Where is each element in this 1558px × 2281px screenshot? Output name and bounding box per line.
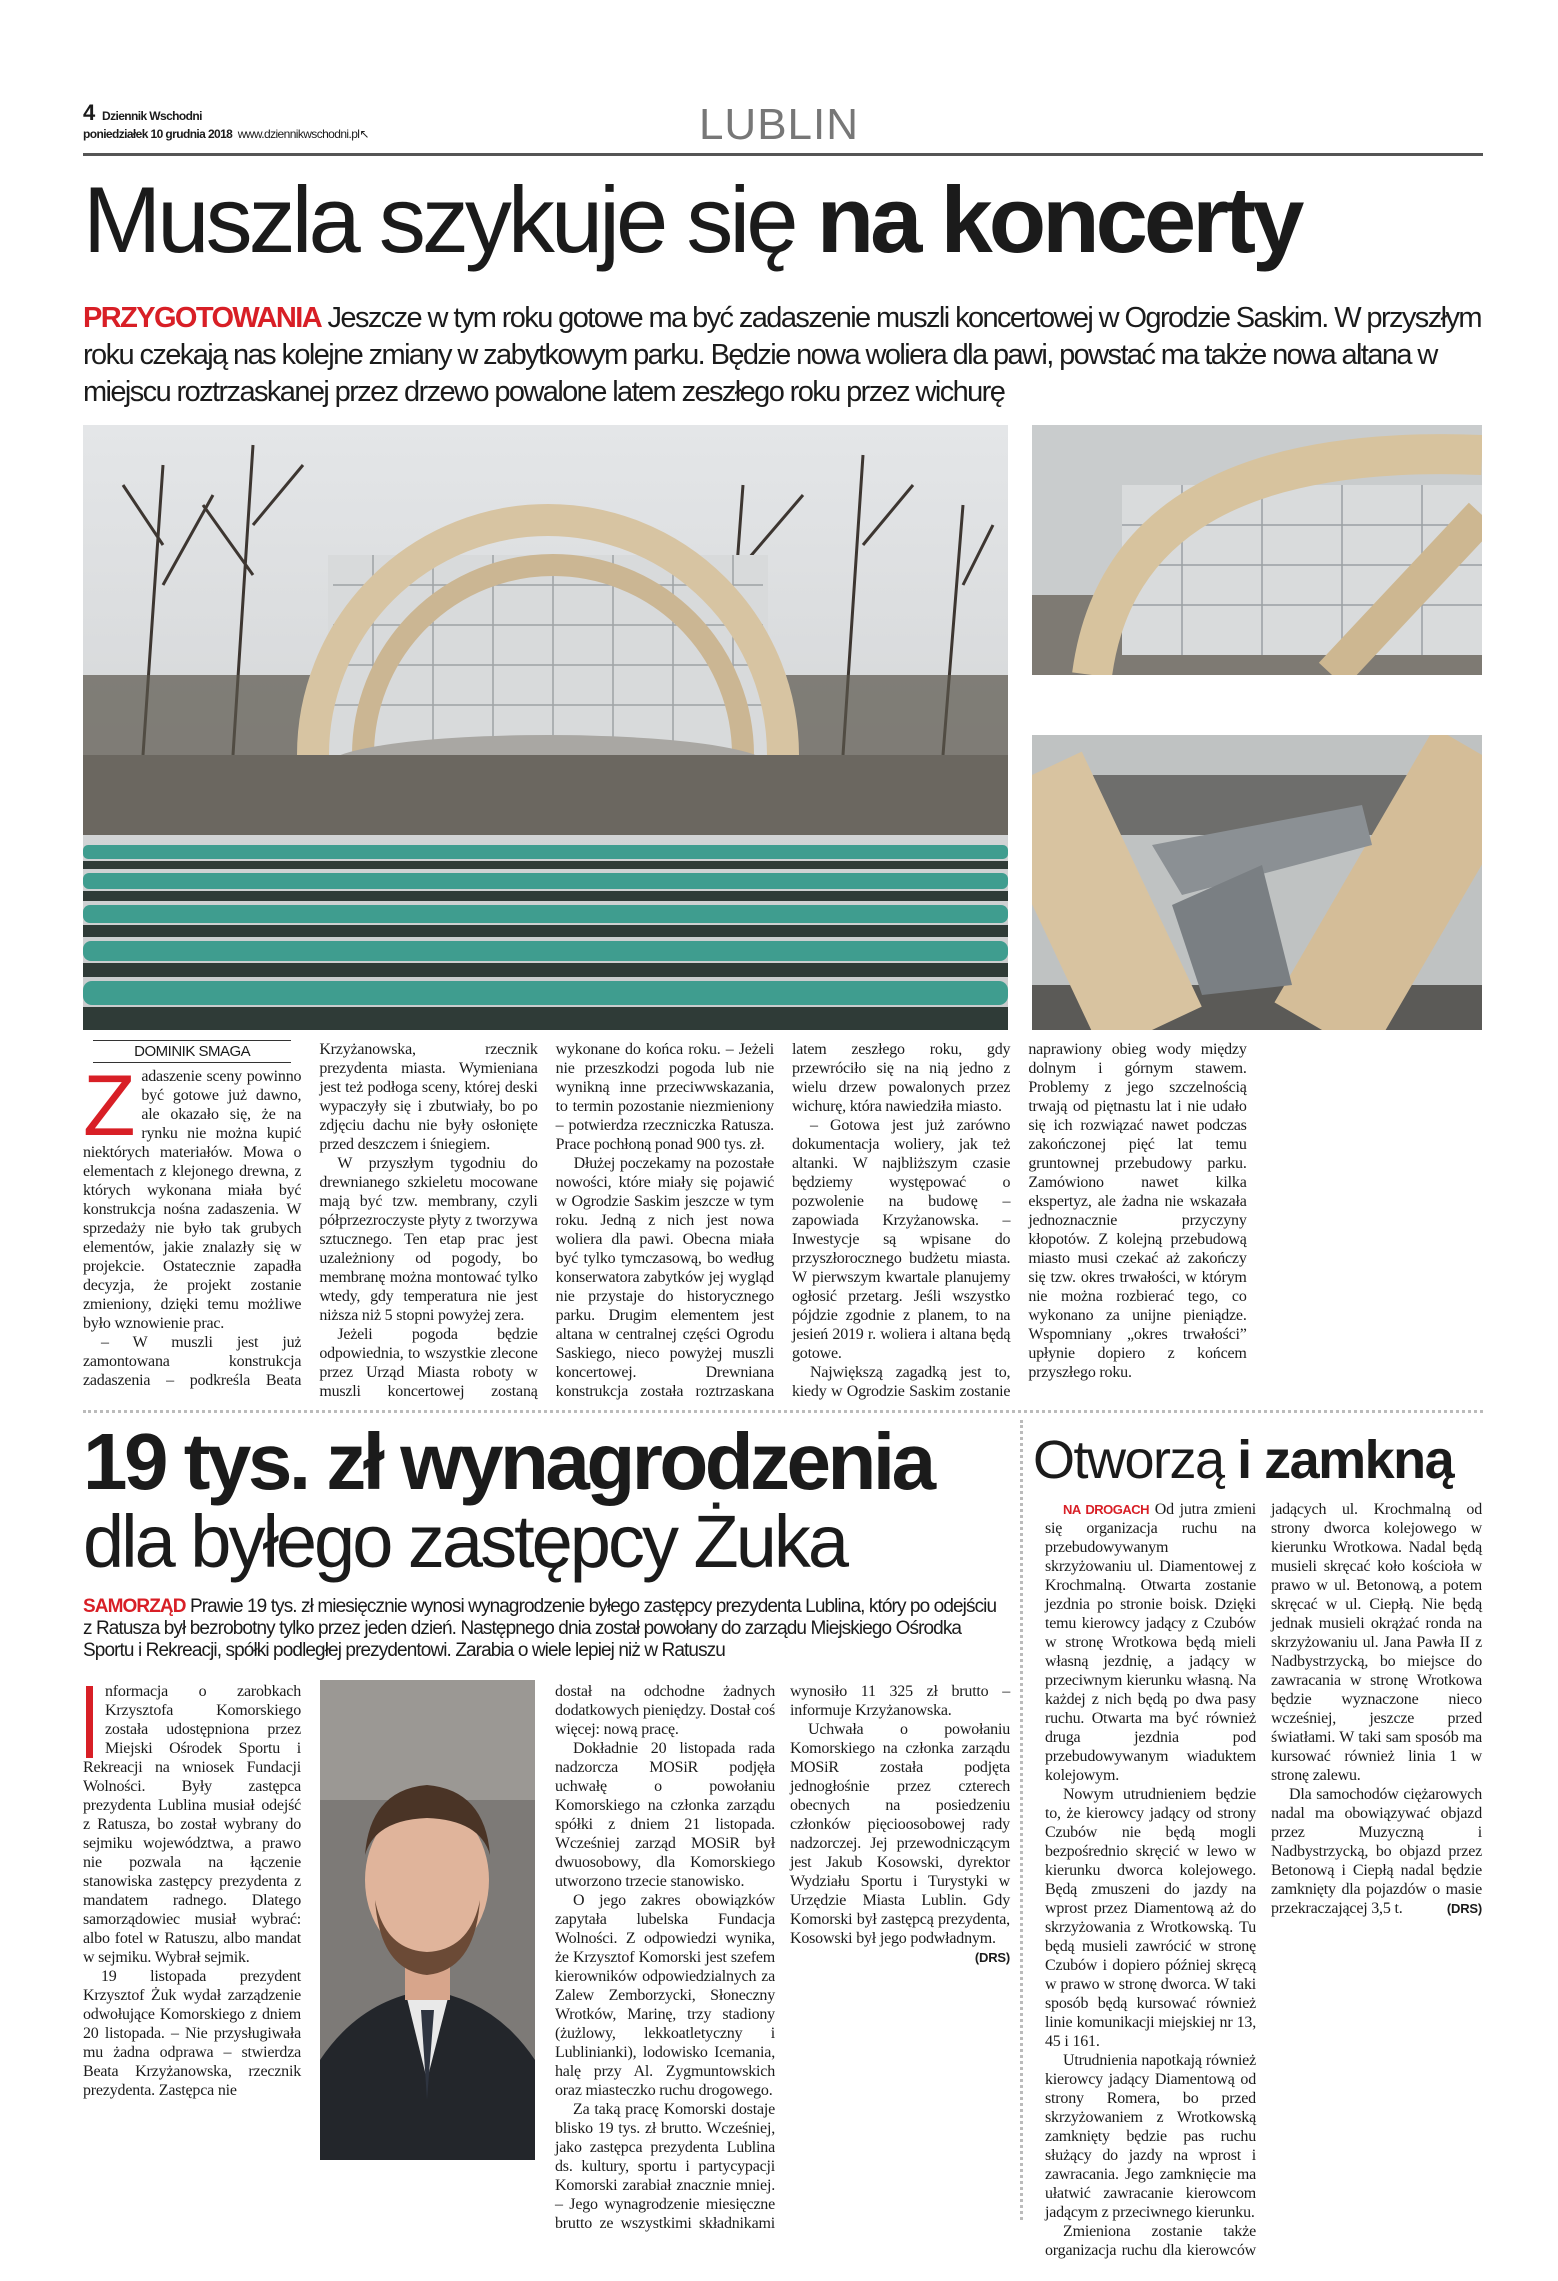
- article1-lead: [83, 300, 1483, 411]
- article2-paragraph: 19 listopada prezydent Krzysztof Żuk wydał zarządzenie odwołujące Komorskiego z dniem 20 listopada. – Nie przysługiwała mu żadna odprawa – stwierdza Beata Krzyżanowska, rzecznik prezydenta. Zastępca nie: [83, 1968, 301, 2099]
- cursor-icon: ↖: [359, 127, 369, 141]
- drop-cap: I: [86, 1686, 93, 1758]
- article1-paragraph: – W muszli jest już zamontowana konstrukcja zadaszenia – podkreśla Beata Krzyżanowska, rzecznik prezydenta miasta. Wymieniana jest też podłoga sceny, której deski wypaczyły się i zbutwiały, bo po zdjęciu dachu nie były osłonięte przed deszczem i śniegiem.: [83, 1041, 538, 1389]
- article2-paragraph: I nformacja o zarobkach Krzysztofa Komorskiego została udostępniona przez Miejski Ośrodek Sportu i Rekreacji na wniosek Fundacji Wolności. Były zastępca prezydenta Lublina musiał odejść z Ratusza, bo został wybrany do sejmiku województwa, a prawo nie pozwala na łączenie stanowiska zastępcy prezydenta z mandatem radnego. Dlatego samorządowiec musiał wybrać: albo fotel w Ratuszu, albo mandat w sejmiku. Wybrał sejmik.: [83, 1683, 301, 1966]
- article2-column1: [83, 1682, 301, 2222]
- article3-paragraph: Nowym utrudnieniem będzie to, że kierowcy jadący od strony Czubów nie będą mogli bezpośrednio skręcić w lewo w kierunku dworca kolejowego. Będą zmuszeni do jazdy na wprost przez Diamentową aż do skrzyżowania z Wrotkowską. Tu będą musieli zawrócić w stronę Czubów i dopiero później skręcą w prawo w stronę dworca. W taki sposób będą kursować również linie komunikacji miejskiej nr 13, 45 i 161.: [1045, 1786, 1256, 2050]
- byline: DOMINIK SMAGA: [93, 1040, 291, 1063]
- article1-paragraph: Dłużej poczekamy na pozostałe nowości, które miały się pojawić w Ogrodzie Saskim jeszcze w tym roku. Jedną z nich jest nowa woliera dla pawi. Obecna miała być tylko tymczasową, bo według konserwatora zabytków jej wygląd nie przystaje do historycznego parku. Drugim elementem jest altana w centralnej części Ogrodu Saskiego, nieco powyżej muszli koncertowej. Drewniana konstrukcja została roztrzaskana latem zeszłego roku, gdy przewróciło się na nią jedno z wielu drzew powalonych przez wichurę, która nawiedziła miasto.: [555, 1041, 1011, 1400]
- article3-kicker: NA DROGACH: [1063, 1502, 1149, 1517]
- article2-headline-line1: 19 tys. zł wynagrodzenia: [83, 1417, 933, 1506]
- article2-lead-text: Prawie 19 tys. zł miesięcznie wynosi wynagrodzenie byłego zastępcy prezydenta Lublina, który po odejściu z Ratusza był bezrobotny tylko przez jeden dzień. Następnego dnia został powołany do zarządu Miejskiego Ośrodka Sportu i Rekreacji, spółki podległej prezydentowi. Zarabia o wiele lepiej niż w Ratuszu: [83, 1596, 997, 1661]
- photo-arch-closeup: [1032, 425, 1482, 675]
- article2-headline-line2: dla byłego zastępcy Żuka: [83, 1500, 847, 1583]
- article2-columns: [555, 1682, 1010, 2242]
- article1-headline: [83, 165, 1483, 275]
- website-link[interactable]: www.dziennikwschodni.pl: [237, 127, 360, 141]
- headline-light: Muszla szykuje się: [83, 167, 817, 272]
- article3-headline: [1033, 1428, 1453, 1492]
- photo-portrait: [320, 1680, 535, 2160]
- article1-paragraph: Największą zagadką jest to, kiedy w Ogrodzie Saskim zostanie naprawiony obieg wody między dolnym i górnym stawem. Problemy z jego szczelnością trwają od piętnastu lat i nie udało się ich rozwiązać nawet podczas zakończonej pięć lat temu gruntownej przebudowy parku. Zamówiono nawet kilka ekspertyz, ale żadna nie wskazała jednoznacznie przyczyny kłopotów. Z kolejną przebudową miasto musi czekać aż zakończy się tzw. okres trwałości, w którym nie można rozbierać tego, co wykonano za unijne pieniądze. Wspomniany „okres trwałości” upłynie dopiero z końcem przyszłego roku.: [791, 1041, 1247, 1400]
- article2-paragraph: Uchwała o powołaniu Komorskiego na członka zarządu MOSiR została podjęta jednogłośnie przez czterech obecnych na posiedzeniu członków pięcioosobowej rady nadzorczej. Jej przewodniczącym jest Jakub Kosowski, dyrektor Wydziału Sportu i Turystyki w Urzędzie Miasta Lublin. Gdy Komorski był zastępcą prezydenta, Kosowski był jego podwładnym. (DRS): [790, 1721, 1010, 1965]
- article1-paragraph: Jeżeli pogoda będzie odpowiednia, to wszystkie zlecone przez Urząd Miasta roboty w muszli koncertowej zostaną wykonane do końca roku. – Jeżeli nie przeszkodzi pogoda lub nie wynikną inne przeciwwskazania, to termin pozostanie niezmieniony – potwierdza rzeczniczka Ratusza. Prace pochłoną ponad 900 tys. zł.: [319, 1041, 774, 1400]
- signature: (DRS): [1446, 1901, 1482, 1916]
- article1-lead-text: Jeszcze w tym roku gotowe ma być zadaszenie muszli koncertowej w Ogrodzie Saskim. W przyszłym roku czekają nas kolejne zmiany w zabytkowym parku. Będzie nowa woliera dla pawi, powstać ma także nowa altana w miejscu roztrzaskanej przez drzewo powalone latem zeszłego roku przez wichurę: [83, 302, 1481, 408]
- article2-paragraph: Za taką pracę Komorski dostaje blisko 19 tys. zł brutto. Wcześniej, jako zastępca prezydenta Lublina ds. kultury, sportu i partycypacji Komorski zarabiał znacznie mniej. – Jego wynagrodzenie miesięczne brutto ze wszystkimi składnikami wynosiło 11 325 zł brutto – informuje Krzyżanowska.: [555, 1683, 1010, 2232]
- article1-kicker: PRZYGOTOWANIA: [83, 302, 322, 334]
- paper-name: Dziennik Wschodni: [102, 109, 202, 123]
- article3-paragraph: Zmieniona zostanie także organizacja ruchu dla kierowców jadących ul. Krochmalną od strony dworca kolejowego w kierunku Wrotkowa. Nadal będą musieli skręcać koło kościoła w prawo w ul. Betonową, a potem skręcać w ul. Ciepłą. Nie będą jednak musieli okrążać ronda na skrzyżowaniu ul. Jana Pawła II z Nadbystrzycką, bo miejsce do zawracania w stronę Wrotkowa będzie wyznaczone nieco wcześniej, jeszcze przed światłami. W taki sam sposób ma kursować również linia 1 w stronę zalewu.: [1045, 1501, 1482, 2259]
- photo-concert-shell: [83, 425, 1008, 1030]
- signature: (DRS): [974, 1950, 1010, 1965]
- article3-paragraph: Dla samochodów ciężarowych nadal ma obowiązywać objazd przez Muzyczną i Nadbystrzycką, bo objazd przez Betonową i Ciepłą nadal będzie zamknięty dla pojazdów o masie przekraczającej 3,5 t. (DRS): [1271, 1786, 1482, 1917]
- top-divider: [83, 153, 1483, 156]
- article1-body: [83, 1040, 1483, 1402]
- headline-light: Otworzą: [1033, 1430, 1238, 1490]
- article2-kicker: SAMORZĄD: [83, 1596, 186, 1617]
- article2-paragraph: dostał na odchodne żadnych dodatkowych pieniędzy. Dostał coś więcej: nową pracę.: [555, 1683, 775, 1738]
- article2-paragraph: O jego zakres obowiązków zapytała lubelska Fundacja Wolności. Z odpowiedzi wynika, że Krzysztof Komorski jest szefem kierowników odpowiedzialnych za Zalew Zemborzycki, Słoneczny Wrotków, Marinę, trzy stadiony (żużlowy, lekkoatletyczny i Lublinianki), lodowisko Icemania, halę przy Al. Zygmuntowskich oraz miasteczko ruchu drogowego.: [555, 1892, 775, 2099]
- article1-paragraph: Zadaszenie sceny powinno być gotowe już dawno, ale okazało się, że na rynku nie można kupić niektórych materiałów. Mowa o elementach z klejonego drewna, z których wykonana miała być konstrukcja nośna zadaszenia. W sprzedaży nie było tak grubych elementów, jakie znalazły się w projekcie. Ostatecznie zapadła decyzja, że projekt zostanie zmieniony, dzięki temu możliwe było wznowienie prac.: [83, 1058, 302, 1332]
- headline-bold: na koncerty: [816, 167, 1301, 272]
- article3-paragraph: NA DROGACH Od jutra zmieni się organizacja ruchu na przebudowywanym skrzyżowaniu ul. Diamentowej z Krochmalną. Otwarta zostanie jezdnia po stronie boisk. Dzięki temu kierowcy jadący z Czubów w stronę Wrotkowa będą mieli własną jezdnię, a jadący w przeciwnym kierunku własną. Na każdej z nich będą po dwa pasy ruchu. Otwarta ma być również druga jezdnia pod przebudowywanym wiaduktem kolejowym.: [1045, 1501, 1256, 1784]
- dateline: [83, 127, 369, 141]
- headline-bold: i zamkną: [1237, 1430, 1454, 1490]
- article2-paragraph: Dokładnie 20 listopada rada nadzorcza MOSiR podjęła uchwałę o powołaniu Komorskiego na członka zarządu spółki z dniem 21 listopada. Wcześniej zarząd MOSiR był dwuosobowy, dla Komorskiego utworzono trzecie stanowisko.: [555, 1740, 775, 1890]
- page-number: 4: [83, 100, 95, 125]
- article1-paragraph: – Gotowa jest już zarówno dokumentacja woliery, jak też altanki. W najbliższym czasie będziemy występować o pozwolenie na budowę – zapowiada Krzyżanowska. – Inwestycje są wpisane do przyszłorocznego budżetu miasta. W pierwszym kwartale planujemy ogłosić przetarg. Jeśli wszystko pójdzie zgodnie z planem, to na jesień 2019 r. woliera i altana będą gotowe.: [791, 1117, 1011, 1362]
- column-divider: [1020, 1420, 1023, 2220]
- article3-paragraph: Utrudnienia napotkają również kierowcy jadący Diamentową od strony Romera, bo przed skrzyżowaniem z Wrotkowską zamknięty będzie pas ruchu służący do jazdy na wprost i zawracania. Jego zamknięcie ma ułatwić zawracanie kierowcom jadącym z przeciwnego kierunku.: [1045, 2052, 1256, 2221]
- photo-steel-joint: [1032, 735, 1482, 1030]
- section-title: LUBLIN: [698, 100, 860, 149]
- drop-cap: Z: [83, 1058, 136, 1154]
- article3-body: [1045, 1500, 1482, 2260]
- section-divider: [83, 1410, 1483, 1413]
- issue-date: poniedziałek 10 grudnia 2018: [83, 127, 233, 141]
- article2-lead: [83, 1596, 1003, 1662]
- article1-paragraph: W przyszłym tygodniu do drewnianego szkieletu mocowane mają być tzw. membrany, czyli półprzezroczyste płyty z tworzywa sztucznego. Ten etap prac jest uzależniony od pogody, bo membranę można montować tylko wtedy, gdy temperatura nie jest niższa niż 5 stopni powyżej zera.: [319, 1155, 538, 1324]
